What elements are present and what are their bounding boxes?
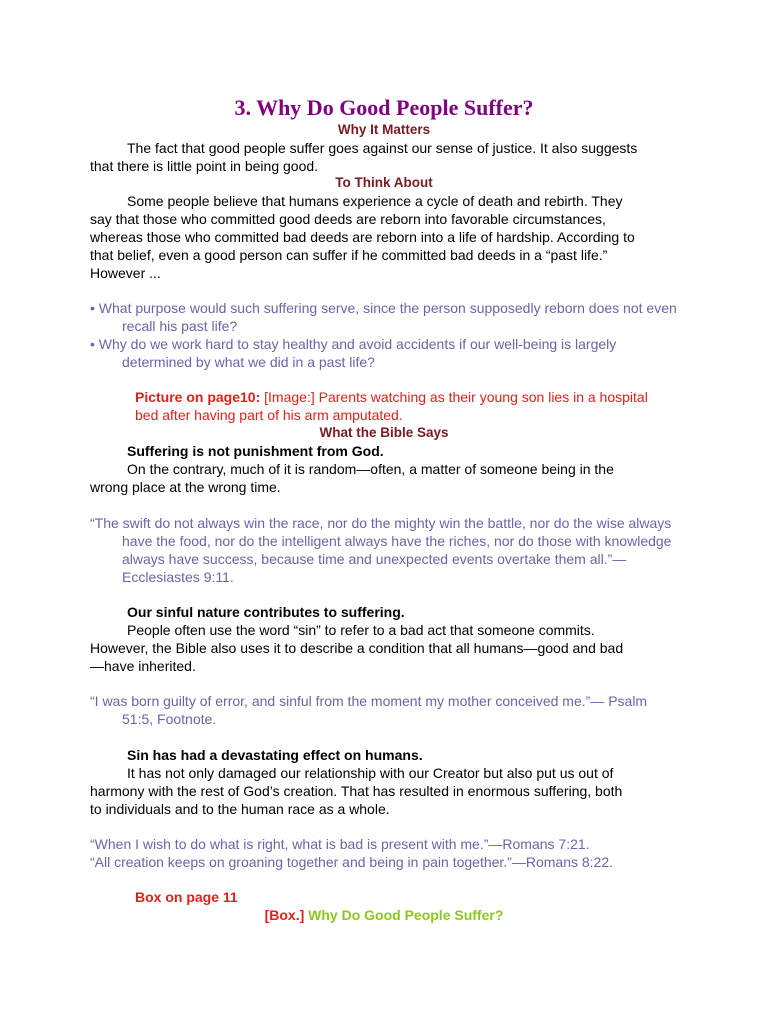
text-line: The fact that good people suffer goes against our sense of justice. It also suggests — [127, 140, 638, 156]
bullet-item: • What purpose would such suffering serve, since the person supposedly reborn does not even recall his past life? — [90, 300, 677, 334]
text-line: —have inherited. — [90, 658, 196, 674]
scripture-quote: “I was born guilty of error, and sinful from the moment my mother conceived me.”— Psalm 51:5, Footnote. — [90, 693, 648, 727]
text-line: to individuals and to the human race as a whole. — [90, 801, 390, 817]
text-line: say that those who committed good deeds are reborn into favorable circumstances, — [90, 211, 606, 227]
box-tag: [Box.] — [264, 907, 305, 923]
text-line: Some people believe that humans experience a cycle of death and rebirth. They — [127, 193, 623, 209]
heading-what-bible-says: What the Bible Says — [319, 425, 449, 440]
section-subhead: Suffering is not punishment from God. — [127, 443, 384, 459]
text-line: that there is little point in being good. — [90, 158, 319, 174]
picture-note-text: [Image:] Parents watching as their young son lies in a hospital bed after having part of his arm amputated. — [135, 389, 648, 423]
heading-why-it-matters: Why It Matters — [337, 122, 431, 137]
box-title: Why Do Good People Suffer? — [304, 907, 504, 923]
picture-note — [135, 388, 655, 424]
text-line: wrong place at the wrong time. — [90, 479, 281, 495]
text-line: However, the Bible also uses it to describe a condition that all humans—good and bad — [90, 640, 624, 656]
scripture-quote: “The swift do not always win the race, nor do the mighty win the battle, nor do the wise always have the food, nor do the intelligent always have the riches, nor do those with knowledge always have success, because time and unexpected events overtake them all.”—Ecclesiastes 9:11. — [90, 515, 672, 585]
text-line: that belief, even a good person can suffer if he committed bad deeds in a “past life.” — [90, 247, 608, 263]
scripture-quote: “All creation keeps on groaning together and being in pain together.”—Romans 8:22. — [90, 854, 614, 870]
text-line: On the contrary, much of it is random—often, a matter of someone being in the — [127, 461, 614, 477]
box-title-line — [0, 907, 768, 923]
section1-paragraph — [90, 460, 680, 496]
section-subhead: Sin has had a devastating effect on humans. — [127, 747, 423, 763]
text-line: whereas those who committed bad deeds are reborn into a life of hardship. According to — [90, 229, 635, 245]
section3-paragraph — [90, 764, 680, 818]
page-title: 3. Why Do Good People Suffer? — [234, 95, 534, 120]
heading-to-think-about: To Think About — [335, 175, 433, 190]
text-line: People often use the word “sin” to refer to a bad act that someone commits. — [127, 622, 595, 638]
picture-note-label: Picture on page10: — [135, 389, 261, 405]
text-line: However ... — [90, 265, 161, 281]
why-it-matters-paragraph — [90, 139, 680, 175]
text-line: harmony with the rest of God’s creation. That has resulted in enormous suffering, both — [90, 783, 623, 799]
section2-paragraph — [90, 621, 680, 675]
bullet-item: • Why do we work hard to stay healthy and avoid accidents if our well-being is largely determined by what we did in a past life? — [90, 336, 617, 370]
think-about-paragraph — [90, 192, 680, 282]
section-subhead: Our sinful nature contributes to suffering. — [127, 604, 405, 620]
scripture-quote: “When I wish to do what is right, what is bad is present with me.”—Romans 7:21. — [90, 836, 590, 852]
box-note-label: Box on page 11 — [135, 889, 238, 905]
text-line: It has not only damaged our relationship with our Creator but also put us out of — [127, 765, 614, 781]
